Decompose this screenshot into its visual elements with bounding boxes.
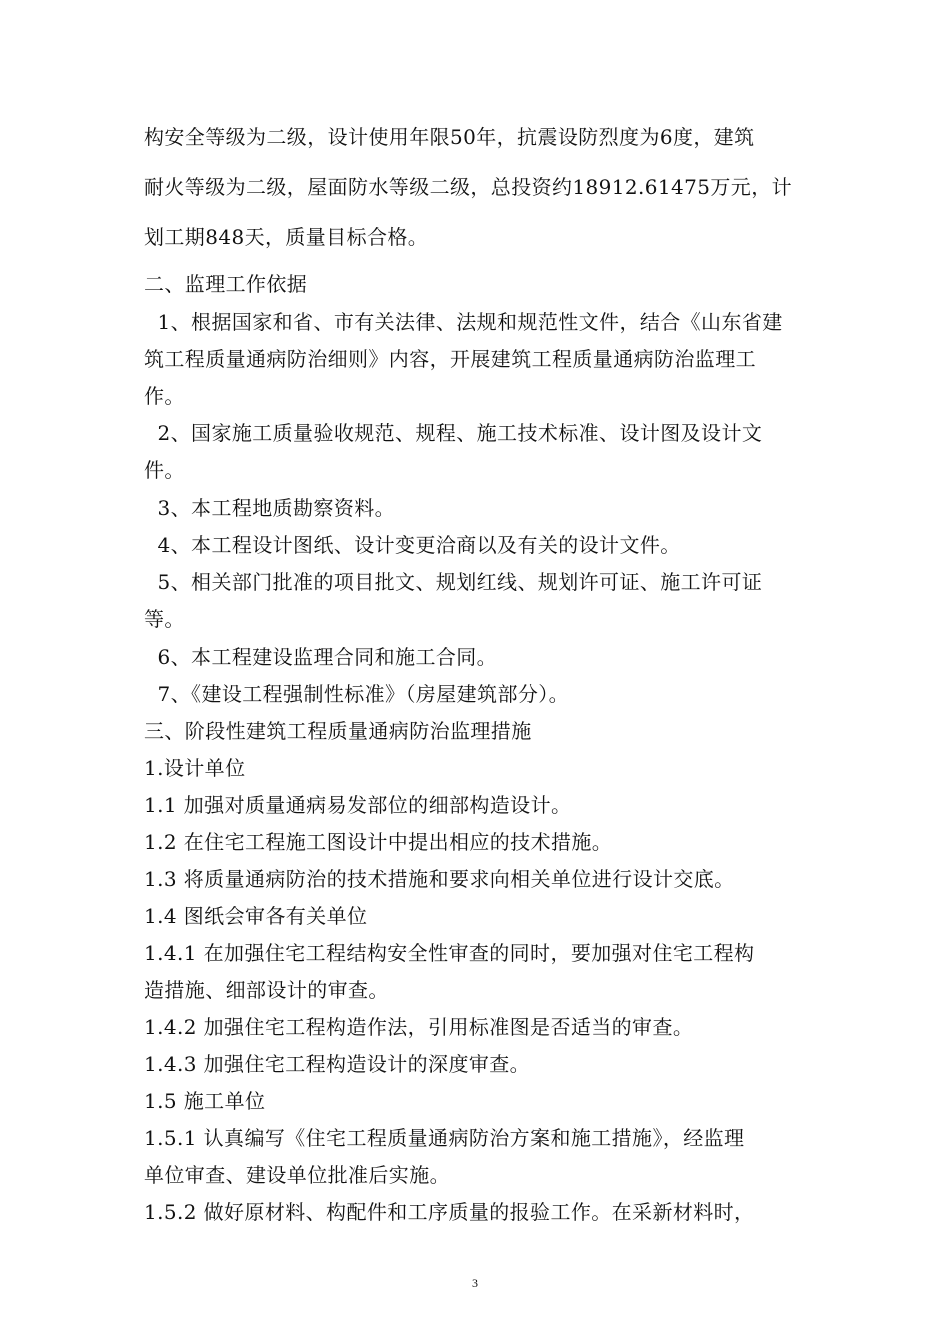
- page-number: 3: [472, 1276, 478, 1290]
- text-line: 1.5.1 认真编写《住宅工程质量通病防治方案和施工措施》，经监理: [144, 1126, 745, 1150]
- section-heading: 二、监理工作依据: [144, 272, 308, 296]
- text-line: 1.5.2 做好原材料、构配件和工序质量的报验工作。在采新材料时，: [144, 1200, 755, 1224]
- text-line: 3、本工程地质勘察资料。: [144, 496, 396, 520]
- text-line: 6、本工程建设监理合同和施工合同。: [144, 645, 498, 669]
- text-line: 筑工程质量通病防治细则》内容，开展建筑工程质量通病防治监理工: [144, 347, 756, 371]
- text-line: 作。: [144, 384, 185, 408]
- text-line: 1.4 图纸会审各有关单位: [144, 904, 368, 928]
- text-line: 5、相关部门批准的项目批文、规划红线、规划许可证、施工许可证: [144, 570, 763, 594]
- text-line: 耐火等级为二级，屋面防水等级二级，总投资约18912.61475万元，计: [144, 175, 793, 199]
- text-line: 1.4.3 加强住宅工程构造设计的深度审查。: [144, 1052, 531, 1076]
- text-line: 4、本工程设计图纸、设计变更洽商以及有关的设计文件。: [144, 533, 681, 557]
- text-line: 单位审查、建设单位批准后实施。: [144, 1163, 450, 1187]
- text-line: 等。: [144, 607, 185, 631]
- text-line: 件。: [144, 458, 185, 482]
- subsection-heading: 1.设计单位: [144, 756, 246, 780]
- text-line: 1.2 在住宅工程施工图设计中提出相应的技术措施。: [144, 830, 613, 854]
- text-line: 1.4.1 在加强住宅工程结构安全性审查的同时，要加强对住宅工程构: [144, 941, 755, 965]
- section-heading: 三、阶段性建筑工程质量通病防治监理措施: [144, 719, 532, 743]
- text-line: 2、国家施工质量验收规范、规程、施工技术标准、设计图及设计文: [144, 421, 763, 445]
- text-line: 1、根据国家和省、市有关法律、法规和规范性文件，结合《山东省建: [144, 310, 783, 334]
- text-line: 造措施、细部设计的审查。: [144, 978, 389, 1002]
- text-line: 1.4.2 加强住宅工程构造作法，引用标准图是否适当的审查。: [144, 1015, 694, 1039]
- text-line: 7、《建设工程强制性标准》（房屋建筑部分）。: [144, 682, 570, 706]
- text-line: 构安全等级为二级，设计使用年限50年，抗震设防烈度为6度，建筑: [144, 125, 755, 149]
- text-line: 1.5 施工单位: [144, 1089, 266, 1113]
- text-line: 1.1 加强对质量通病易发部位的细部构造设计。: [144, 793, 572, 817]
- text-line: 1.3 将质量通病防治的技术措施和要求向相关单位进行设计交底。: [144, 867, 735, 891]
- text-line: 划工期848天，质量目标合格。: [144, 225, 429, 249]
